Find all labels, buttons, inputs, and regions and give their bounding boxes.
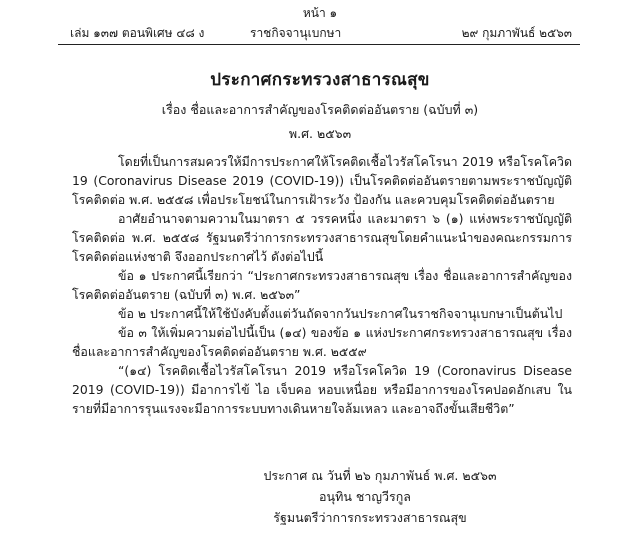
paragraph-authority: อาศัยอำนาจตามความในมาตรา ๕ วรรคหนึ่ง และมาตรา ๖ (๑) แห่งพระราชบัญญัติโรคติดต่อ พ.ศ. ๒๕๕๘ รัฐมนตรีว่าการกระทรวงสาธารณสุขโดยคำแนะนำของคณะกรรมการโรคติดต่อแห่งชาติ จึงออกประกาศไว้ ดังต่อไปนี้ — [72, 211, 572, 264]
paragraph-preamble: โดยที่เป็นการสมควรให้มีการประกาศให้โรคติดเชื้อไวรัสโคโรนา 2019 หรือโรคโควิด 19 (Coronavirus Disease 2019 (COVID-19)) เป็นโรคติดต่ออันตรายตามพระราชบัญญัติโรคติดต่อ พ.ศ. ๒๕๕๘ เพื่อประโยชน์ในการเฝ้าระวัง ป้องกัน และควบคุมโรคติดต่ออันตราย — [72, 154, 572, 207]
document-subject: เรื่อง ชื่อและอาการสำคัญของโรคติดต่ออันตราย (ฉบับที่ ๓) — [161, 102, 479, 117]
header-rule — [58, 44, 580, 45]
signatory-position: รัฐมนตรีว่าการกระทรวงสาธารณสุข — [273, 510, 467, 525]
announcement-date: ประกาศ ณ วันที่ ๒๖ กุมภาพันธ์ พ.ศ. ๒๕๖๓ — [263, 468, 497, 483]
paragraph-clause-2: ข้อ ๒ ประกาศนี้ให้ใช้บังคับตั้งแต่วันถัดจากวันประกาศในราชกิจจานุเบกษาเป็นต้นไป — [118, 306, 563, 321]
volume-issue: เล่ม ๑๓๗ ตอนพิเศษ ๔๘ ง — [70, 26, 205, 40]
page-number: หน้า ๑ — [302, 6, 338, 20]
paragraph-clause-3: ข้อ ๓ ให้เพิ่มความต่อไปนี้เป็น (๑๔) ของข้อ ๑ แห่งประกาศกระทรวงสาธารณสุข เรื่อง ชื่อและอาการสำคัญของโรคติดต่ออันตราย พ.ศ. ๒๕๕๙ — [72, 325, 572, 359]
document-body — [72, 152, 572, 418]
gazette-name: ราชกิจจานุเบกษา — [250, 26, 342, 40]
document-year: พ.ศ. ๒๕๖๓ — [288, 126, 352, 141]
paragraph-item-14: “(๑๔) โรคติดเชื้อไวรัสโคโรนา 2019 หรือโรคโควิด 19 (Coronavirus Disease 2019 (COVID-19)) มีอาการไข้ ไอ เจ็บคอ หอบเหนื่อย หรือมีอาการของโรคปอดอักเสบ ในรายที่มีอาการรุนแรงจะมีอาการระบบทางเดินหายใจล้มเหลว และอาจถึงขั้นเสียชีวิต” — [72, 363, 572, 416]
gazette-date: ๒๙ กุมภาพันธ์ ๒๕๖๓ — [461, 26, 572, 40]
document-title: ประกาศกระทรวงสาธารณสุข — [210, 70, 430, 90]
paragraph-clause-1: ข้อ ๑ ประกาศนี้เรียกว่า “ประกาศกระทรวงสาธารณสุข เรื่อง ชื่อและอาการสำคัญของโรคติดต่ออันตราย (ฉบับที่ ๓) พ.ศ. ๒๕๖๓” — [72, 268, 572, 302]
signatory-name: อนุทิน ชาญวีรกูล — [319, 489, 411, 504]
